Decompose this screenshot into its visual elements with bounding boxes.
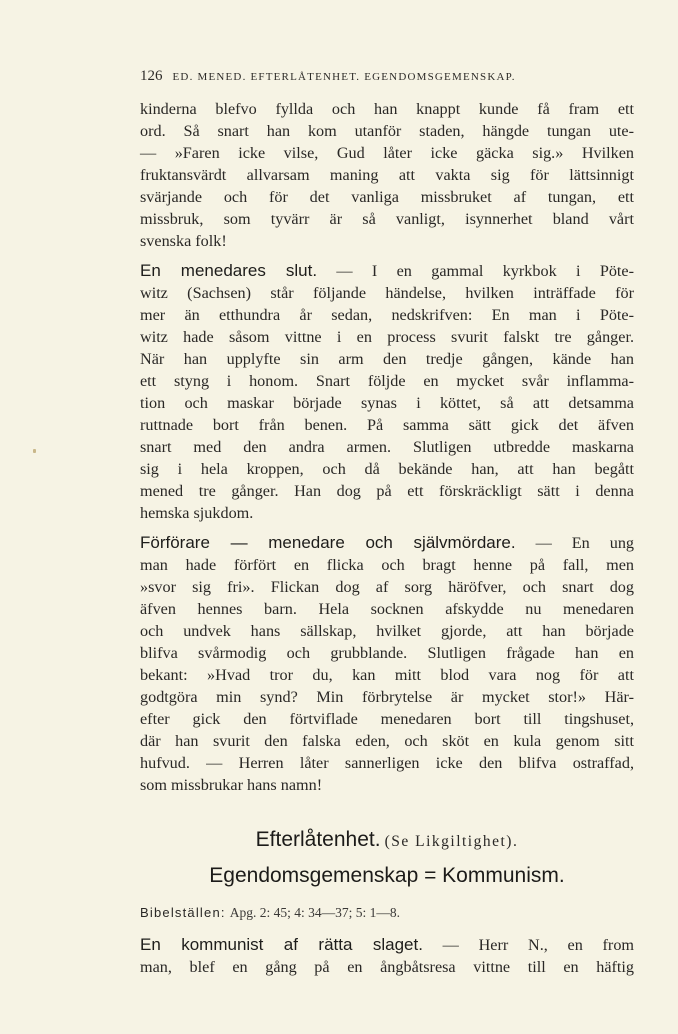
text-line: godtgöra min synd? Min förbrytelse är mycket stor!» Här- xyxy=(140,688,634,706)
text-line: man, blef en gång på en ångbåtsresa vittne till en häftig xyxy=(140,958,634,976)
text-line: snart med den andra armen. Slutligen utbredde maskarna xyxy=(140,438,634,456)
bible-references xyxy=(140,904,634,922)
text-line: ruttnade bort från benen. På samma sätt gick det äfven xyxy=(140,416,634,434)
text-line: efter gick den förtviflade menedaren bort till tingshuset, xyxy=(140,710,634,728)
section-lead-text: — Herr N., en from xyxy=(422,936,635,954)
chapter-title: Egendomsgemenskap = Kommunism. xyxy=(209,864,565,887)
section-lead-text: — En ung xyxy=(515,534,635,552)
section-heading: En menedares slut. xyxy=(140,261,318,280)
text-line: missbruk, som tyvärr är så vanligt, isynnerhet bland vårt xyxy=(140,210,634,228)
text-line: kinderna blefvo fyllda och han knappt kunde få fram ett xyxy=(140,100,634,118)
cross-reference: (Se Likgiltighet). xyxy=(384,833,519,850)
paper-speck xyxy=(33,449,36,453)
text-line: witz (Sachsen) står följande händelse, hvilken inträffade för xyxy=(140,284,634,302)
text-line: svärjande och för det vanliga missbruket af tungan, ett xyxy=(140,188,634,206)
section-menedare xyxy=(140,260,634,524)
text-line: hemska sjukdom. xyxy=(140,504,254,522)
text-line: ett styng i honom. Snart följde en mycket svår inflamma- xyxy=(140,372,634,390)
text-line: witz hade såsom vittne i en process svurit falskt tre gånger. xyxy=(140,328,634,346)
text-line: fruktansvärdt allvarsam maning att vakta sig för lättsinnigt xyxy=(140,166,634,184)
text-line: hufvud. — Herren låter sannerligen icke den blifva ostraffad, xyxy=(140,754,634,772)
section-heading: En kommunist af rätta slaget. xyxy=(140,935,423,954)
text-line: — »Faren icke vilse, Gud låter icke gäcka sig.» Hvilken xyxy=(140,144,634,162)
text-line: mer än etthundra år sedan, nedskrifven: En man i Pöte- xyxy=(140,306,634,324)
text-line: blifva svårmodig och grubblande. Slutligen frågade han en xyxy=(140,644,634,662)
text-line: man hade förfört en flicka och bragt henne på fall, men xyxy=(140,556,634,574)
running-title: ED. MENED. EFTERLÅTENHET. EGENDOMSGEMENSKAP. xyxy=(172,71,516,83)
title-egendomsgemenskap xyxy=(140,864,634,888)
section-first-line xyxy=(140,532,634,554)
text-line: När han upplyfte sin arm den tredje gången, kände han xyxy=(140,350,634,368)
text-line: svenska folk! xyxy=(140,232,227,250)
text-line: tion och maskar började synas i köttet, så att detsamma xyxy=(140,394,634,412)
section-forforare xyxy=(140,532,634,796)
text-line: »svor sig fri». Flickan dog af sorg häröfver, och snart dog xyxy=(140,578,634,596)
section-first-line xyxy=(140,260,634,282)
paragraph-tongue xyxy=(140,98,634,252)
section-lead-text: — I en gammal kyrkbok i Pöte- xyxy=(317,262,634,280)
text-line: och undvek hans sällskap, hvilket gjorde, att han började xyxy=(140,622,634,640)
section-first-line xyxy=(140,934,634,956)
text-line: mened tre gånger. Han dog på ett förskräckligt sätt i denna xyxy=(140,482,634,500)
text-line: där han svurit den falska eden, och sköt en kula genom sitt xyxy=(140,732,634,750)
running-header xyxy=(140,68,640,85)
bible-label: Bibelställen: xyxy=(140,905,226,920)
text-line: sig i hela kroppen, och då bekände han, att han begått xyxy=(140,460,634,478)
text-line: ord. Så snart han kom utanför staden, hängde tungan ute- xyxy=(140,122,634,140)
section-kommunist xyxy=(140,934,634,978)
bible-refs-text: Apg. 2: 45; 4: 34—37; 5: 1—8. xyxy=(229,905,400,920)
text-line: som missbrukar hans namn! xyxy=(140,776,323,794)
section-heading: Förförare — menedare och självmördare. xyxy=(140,533,516,552)
text-line: bekant: »Hvad tror du, kan mitt blod vara nog för att xyxy=(140,666,634,684)
page-number: 126 xyxy=(140,68,163,84)
title-efterlatenhet xyxy=(140,828,634,852)
chapter-title: Efterlåtenhet. xyxy=(255,828,381,851)
text-line: äfven hennes barn. Hela socknen afskydde nu menedaren xyxy=(140,600,634,618)
